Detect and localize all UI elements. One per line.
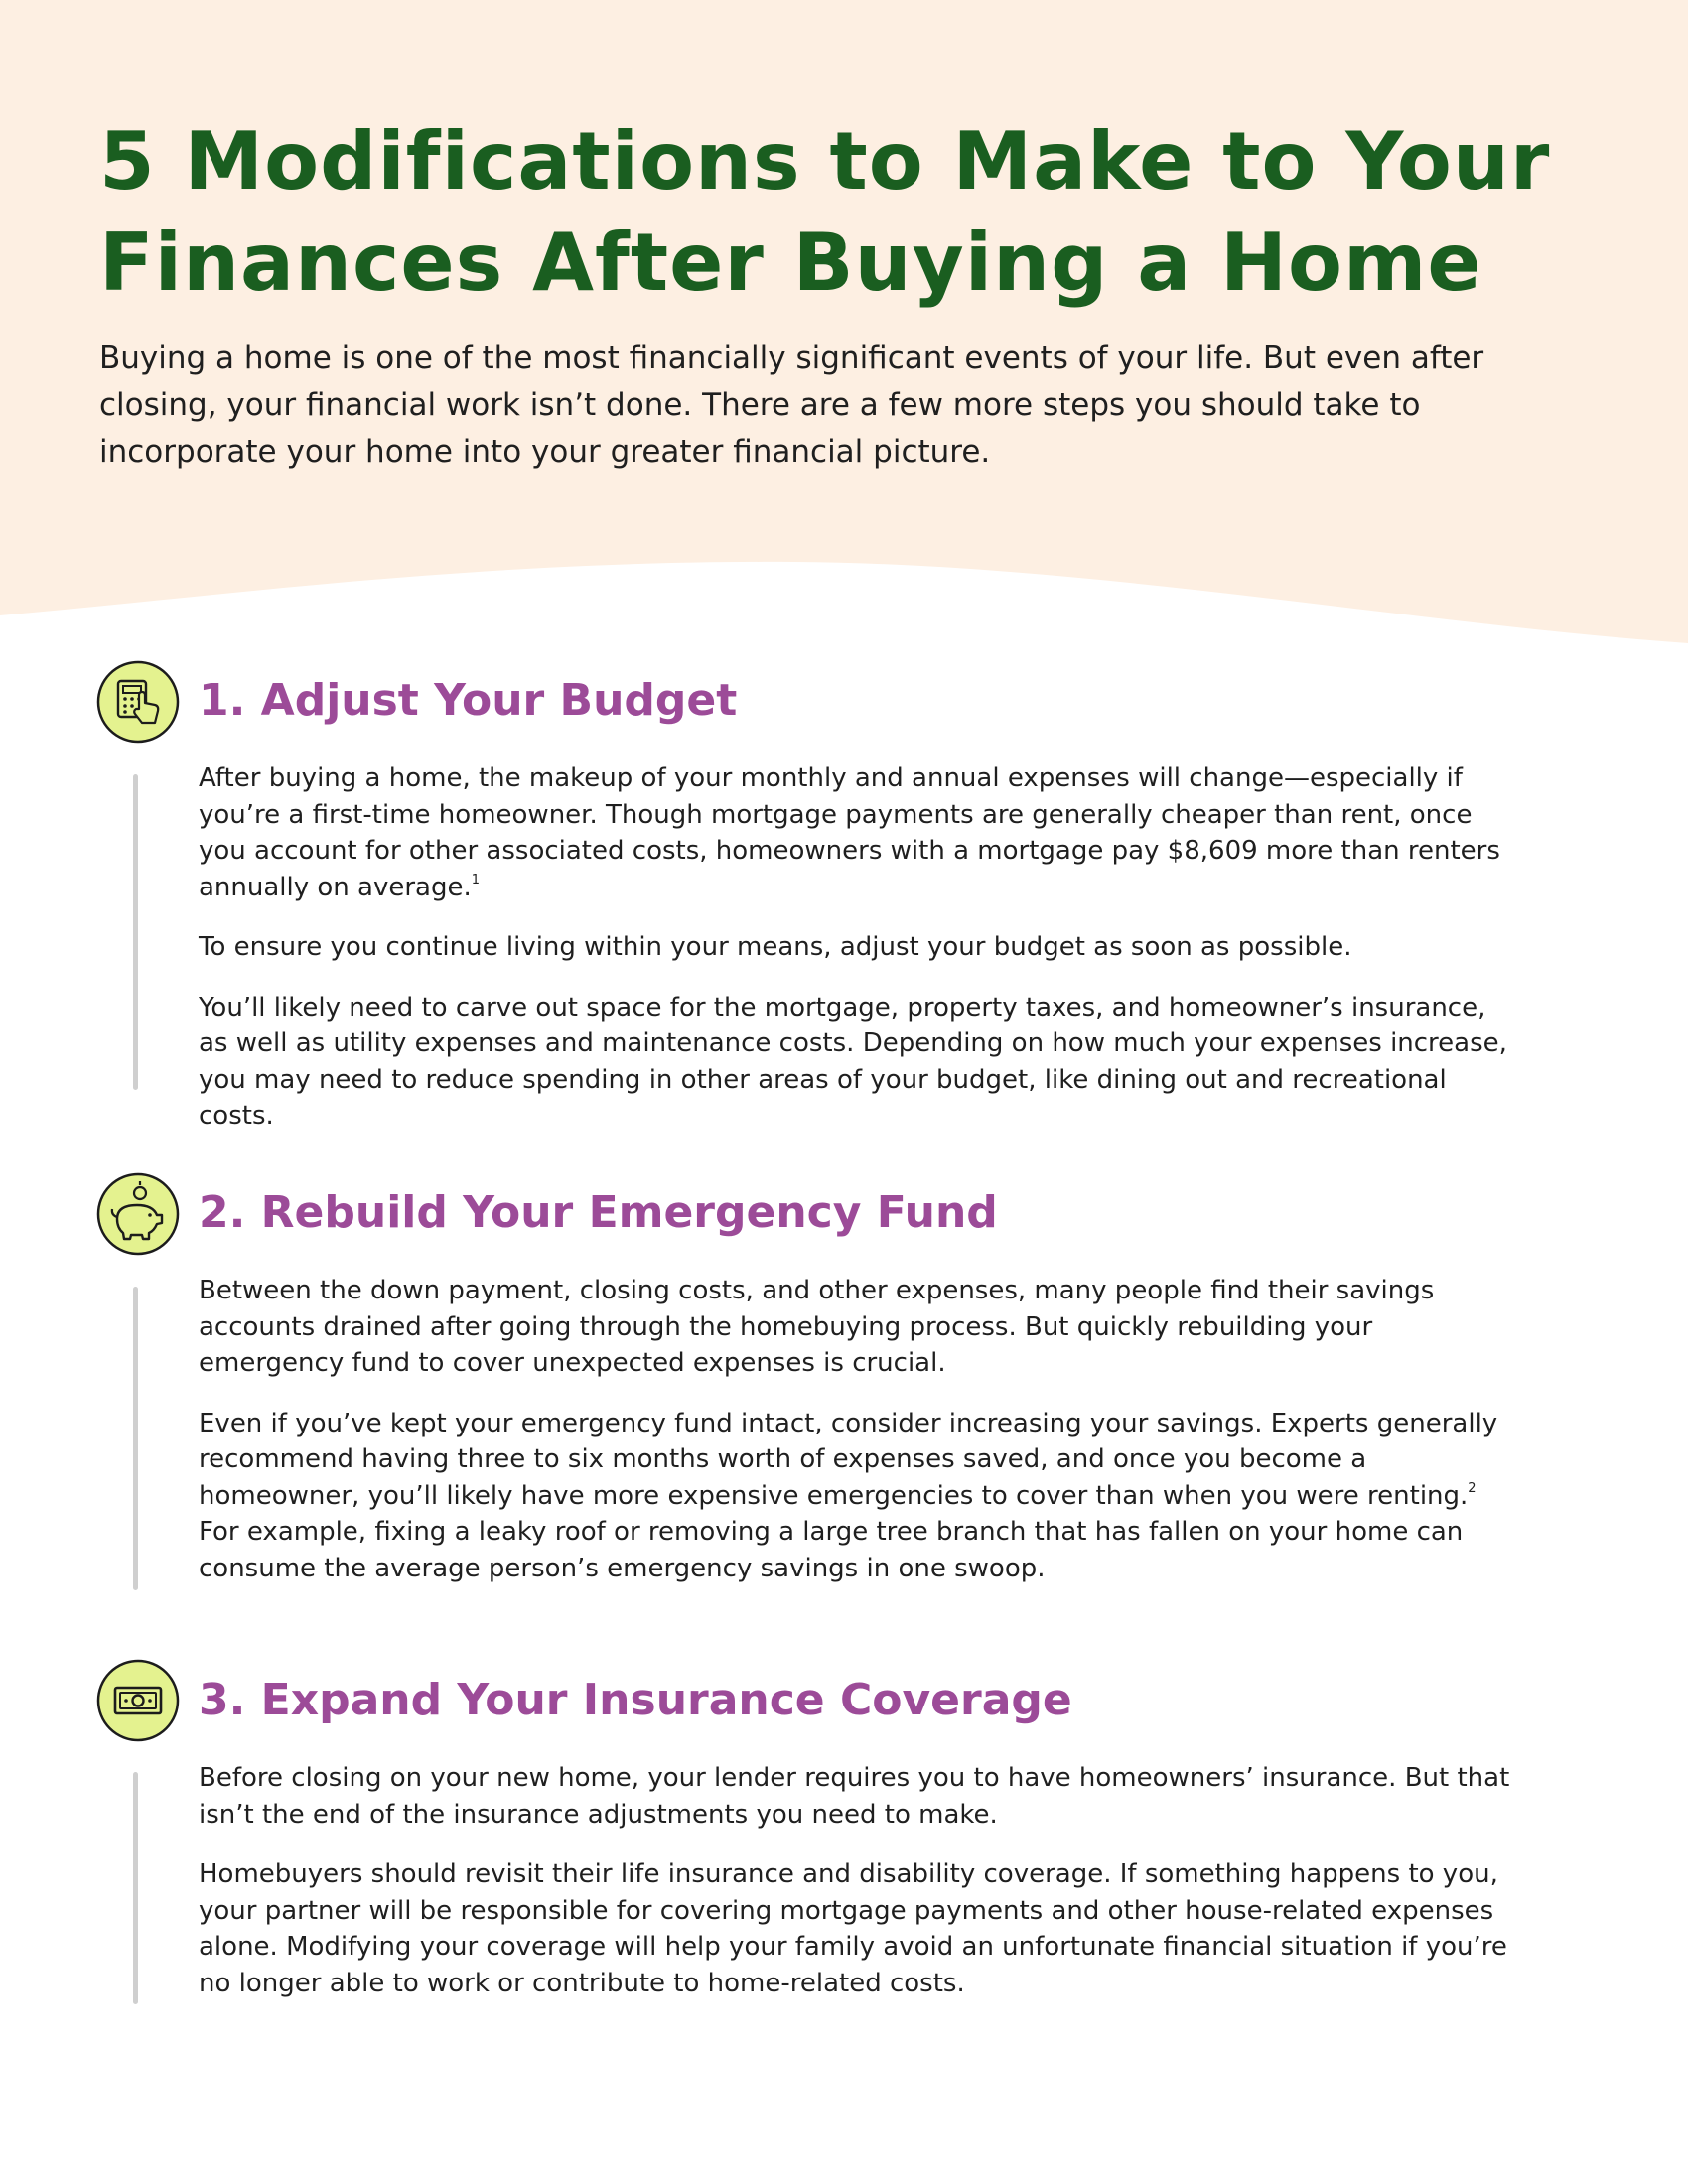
- section-paragraph: Homebuyers should revisit their life insurance and disability coverage. If something happens to you, your partner will be responsible for covering mortgage payments and other house-related expenses alone. Modifying your coverage will help your family avoid an unfortunate financial situation if you’re no longer able to work or contribute to home-related costs.: [199, 1859, 1507, 1998]
- piggy-bank-icon: [95, 1171, 181, 1257]
- section-body: [199, 760, 1519, 1159]
- footnote-marker: 2: [1468, 1480, 1477, 1496]
- intro-paragraph: Buying a home is one of the most financially significant events of your life. But even after closing, your financial work isn’t done. There are a few more steps you should take to incorporate your home into your greater financial picture.: [99, 341, 1484, 470]
- calculator-hand-icon: [95, 659, 181, 745]
- footnote-marker: 1: [471, 872, 481, 887]
- section-title: 2. Rebuild Your Emergency Fund: [199, 1187, 998, 1238]
- section-divider-line: [133, 1772, 138, 2004]
- section-divider-line: [133, 774, 138, 1090]
- section-paragraph: To ensure you continue living within your means, adjust your budget as soon as possible.: [199, 932, 1352, 962]
- paragraph-text: Even if you’ve kept your emergency fund intact, consider increasing your savings. Experts generally recommend having three to six months worth of expenses saved, and once you become a homeowner, you’ll likely have more expensive emergencies to cover than when you were renting.: [199, 1408, 1498, 1511]
- section-title: 3. Expand Your Insurance Coverage: [199, 1675, 1072, 1725]
- section-paragraph: You’ll likely need to carve out space for the mortgage, property taxes, and homeowner’s insurance, as well as utility expenses and maintenance costs. Depending on how much your expenses increase, you may need to reduce spending in other areas of your budget, like dining out and recreational costs.: [199, 992, 1507, 1131]
- section-paragraph: [199, 760, 1519, 905]
- page-title: [99, 111, 1628, 314]
- page-title-line-2: Finances After Buying a Home: [99, 216, 1482, 309]
- section-paragraph: Before closing on your new home, your lender requires you to have homeowners’ insurance. But that isn’t the end of the insurance adjustments you need to make.: [199, 1763, 1510, 1830]
- paragraph-text: After buying a home, the makeup of your monthly and annual expenses will change—especially if you’re a first-time homeowner. Though mortgage payments are generally cheaper than rent, once you account for other associated costs, homeowners with a mortgage pay $8,609 more than renters annually on average.: [199, 763, 1500, 902]
- header-background-wave: [0, 0, 1688, 655]
- section-paragraph: Between the down payment, closing costs, and other expenses, many people find their savings accounts drained after going through the homebuying process. But quickly rebuilding your emergency fund to cover unexpected expenses is crucial.: [199, 1276, 1435, 1378]
- section-divider-line: [133, 1287, 138, 1590]
- page-title-line-1: 5 Modifications to Make to Your: [99, 115, 1551, 207]
- section-body: [199, 1273, 1519, 1610]
- section-body: [199, 1760, 1519, 2025]
- section-title: 1. Adjust Your Budget: [199, 675, 738, 726]
- header-band: [0, 0, 1688, 655]
- cash-bill-icon: [95, 1658, 181, 1743]
- section-paragraph: [199, 1406, 1519, 1587]
- paragraph-text: For example, fixing a leaky roof or removing a large tree branch that has fallen on your home can consume the average person’s emergency savings in one swoop.: [199, 1517, 1464, 1583]
